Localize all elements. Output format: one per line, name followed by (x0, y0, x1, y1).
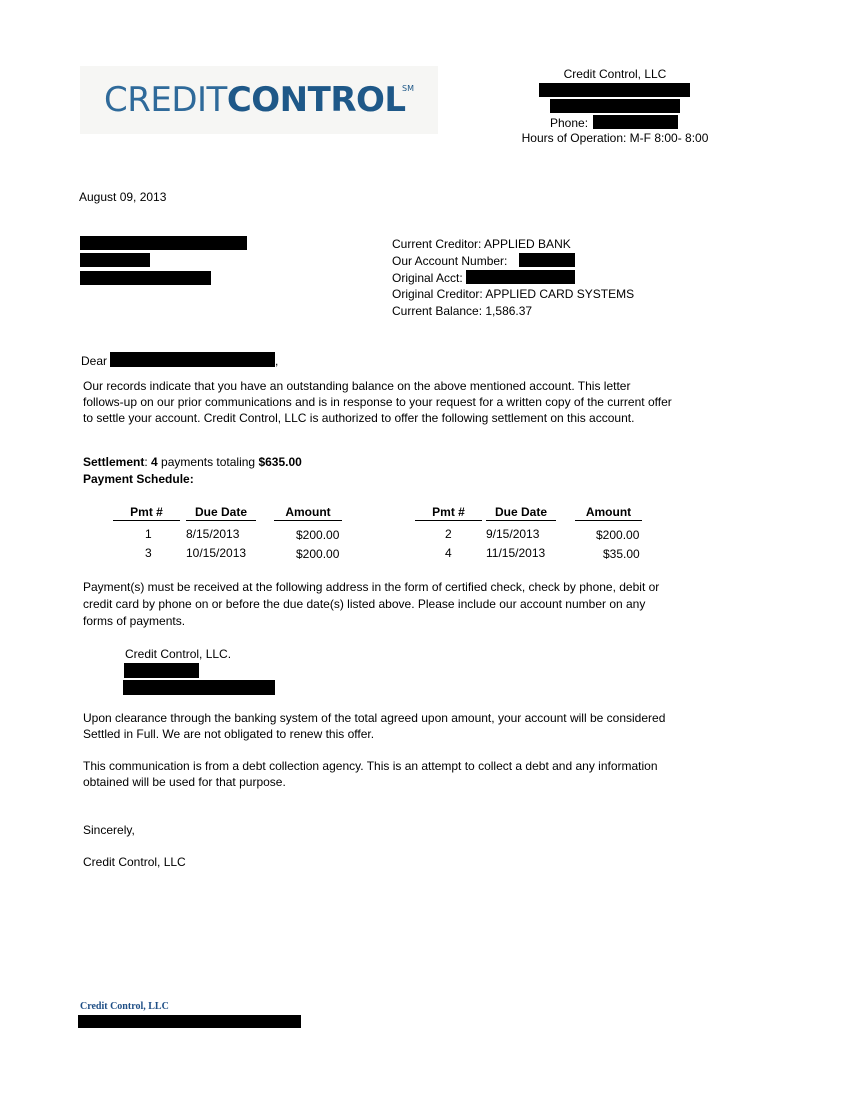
header-amount-left: Amount (274, 505, 342, 521)
table-row-date: 11/15/2013 (486, 546, 546, 560)
settlement-summary: Settlement: 4 payments totaling $635.00 (83, 455, 302, 469)
closing: Sincerely, (83, 823, 135, 837)
redacted-original-acct (466, 270, 575, 284)
paragraph-3-line-1: Upon clearance through the banking system of the total agreed upon amount, your account will be considered (83, 711, 666, 725)
paragraph-2-line-2: credit card by phone on or before the due date(s) listed above. Please include our account number on any (83, 597, 646, 611)
letter-date: August 09, 2013 (79, 190, 167, 204)
header-pmt-left: Pmt # (113, 505, 180, 521)
table-row-pmt: 2 (445, 527, 452, 541)
header-due-date-right: Due Date (486, 505, 556, 521)
table-row-amount: $200.00 (596, 528, 640, 542)
table-row-amount: $200.00 (296, 528, 340, 542)
our-account-label: Our Account Number: (392, 254, 508, 268)
table-row-pmt: 3 (145, 546, 152, 560)
redacted-remit-city (123, 680, 275, 695)
header-company-name: Credit Control, LLC (563, 67, 667, 81)
redacted-recipient-city (80, 271, 211, 285)
paragraph-1-line-3: to settle your account. Credit Control, LLC is authorized to offer the following settlement on this account. (83, 411, 635, 425)
header-pmt-right: Pmt # (415, 505, 482, 521)
original-acct-label: Original Acct: (392, 271, 463, 285)
current-balance: Current Balance: 1,586.37 (392, 304, 533, 318)
current-creditor: Current Creditor: APPLIED BANK (392, 237, 571, 251)
table-row-date: 10/15/2013 (186, 546, 247, 560)
table-row-pmt: 1 (145, 527, 152, 541)
header-amount-right: Amount (575, 505, 642, 521)
redacted-account-number (519, 253, 575, 267)
paragraph-4-line-2: obtained will be used for that purpose. (83, 775, 286, 789)
redacted-recipient-name (80, 236, 247, 250)
logo-wordmark: CREDITCONTROL (104, 80, 406, 120)
header-phone-label: Phone: (550, 116, 589, 130)
redacted-footer-address (78, 1015, 301, 1028)
signature: Credit Control, LLC (83, 855, 186, 869)
header-hours: Hours of Operation: M-F 8:00- 8:00 (521, 131, 709, 145)
redacted-remit-street (124, 663, 199, 678)
redacted-address-line-2 (550, 99, 680, 113)
paragraph-2-line-1: Payment(s) must be received at the following address in the form of certified check, check by phone, debit or (83, 580, 660, 594)
company-logo (80, 66, 438, 134)
footer-company-name: Credit Control, LLC (80, 1001, 169, 1012)
header-due-date-left: Due Date (186, 505, 256, 521)
payment-schedule-label: Payment Schedule: (83, 472, 194, 486)
table-row-date: 8/15/2013 (186, 527, 240, 541)
redacted-address-line-1 (539, 83, 690, 97)
paragraph-2-line-3: forms of payments. (83, 614, 186, 628)
paragraph-1-line-1: Our records indicate that you have an outstanding balance on the above mentioned account. This letter (83, 379, 631, 393)
paragraph-3-line-2: Settled in Full. We are not obligated to renew this offer. (83, 727, 375, 741)
redacted-phone (593, 115, 678, 129)
redacted-recipient-street (80, 253, 150, 267)
service-mark: SM (402, 84, 414, 93)
original-creditor: Original Creditor: APPLIED CARD SYSTEMS (392, 287, 635, 301)
table-row-date: 9/15/2013 (486, 527, 540, 541)
redacted-salutation-name (110, 352, 275, 367)
salutation-dear: Dear (81, 354, 108, 368)
table-row-pmt: 4 (445, 546, 452, 560)
paragraph-1-line-2: follows-up on our prior communications and is in response to your request for a written copy of the current offer (83, 395, 672, 409)
remit-company-name: Credit Control, LLC. (125, 647, 232, 661)
table-row-amount: $35.00 (603, 547, 640, 561)
table-row-amount: $200.00 (296, 547, 340, 561)
paragraph-4-line-1: This communication is from a debt collection agency. This is an attempt to collect a debt and any information (83, 759, 658, 773)
salutation-comma: , (275, 354, 279, 368)
